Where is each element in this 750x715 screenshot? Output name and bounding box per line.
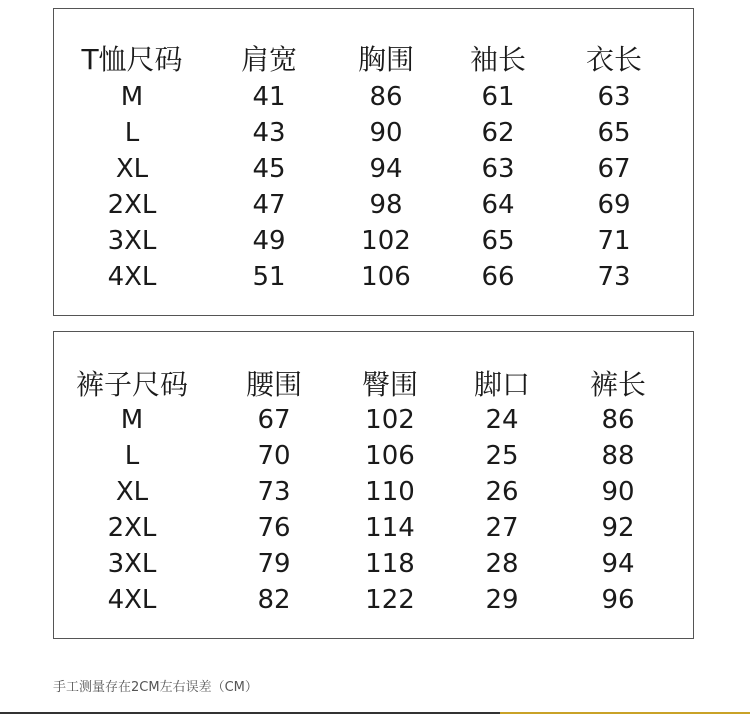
tshirt-size-table: [53, 8, 694, 316]
value-cell: 73: [597, 262, 631, 292]
value-cell: 51: [252, 262, 286, 292]
table-row: [54, 439, 693, 473]
value-cell: 49: [252, 226, 286, 256]
value-cell: 45: [252, 154, 286, 184]
tshirt-header-length: 衣长: [585, 43, 642, 76]
value-cell: 69: [597, 190, 631, 220]
value-cell: 47: [252, 190, 286, 220]
size-cell: M: [120, 82, 144, 112]
value-cell: 67: [597, 154, 631, 184]
pants-header-leg-opening: 脚口: [473, 368, 530, 401]
value-cell: 86: [369, 82, 403, 112]
value-cell: 41: [252, 82, 286, 112]
table-row: [54, 188, 693, 222]
value-cell: 73: [257, 477, 291, 507]
tshirt-header-sleeve: 袖长: [469, 43, 526, 76]
value-cell: 94: [369, 154, 403, 184]
pants-header-size: 裤子尺码: [75, 368, 188, 401]
size-cell: XL: [115, 477, 149, 507]
size-cell: L: [124, 441, 140, 471]
value-cell: 114: [365, 513, 415, 543]
tshirt-header-row: [54, 43, 693, 77]
value-cell: 122: [365, 585, 415, 615]
pants-size-table: [53, 331, 694, 639]
measurement-note: 手工测量存在2CM左右误差（CM）: [53, 680, 258, 695]
value-cell: 62: [481, 118, 515, 148]
tshirt-header-size: T恤尺码: [81, 43, 183, 76]
value-cell: 102: [365, 405, 415, 435]
value-cell: 90: [601, 477, 635, 507]
size-cell: 3XL: [107, 226, 157, 256]
value-cell: 28: [485, 549, 519, 579]
value-cell: 29: [485, 585, 519, 615]
value-cell: 106: [365, 441, 415, 471]
value-cell: 43: [252, 118, 286, 148]
value-cell: 66: [481, 262, 515, 292]
value-cell: 65: [597, 118, 631, 148]
value-cell: 110: [365, 477, 415, 507]
value-cell: 24: [485, 405, 519, 435]
value-cell: 92: [601, 513, 635, 543]
table-row: [54, 152, 693, 186]
value-cell: 90: [369, 118, 403, 148]
table-row: [54, 475, 693, 509]
value-cell: 98: [369, 190, 403, 220]
value-cell: 65: [481, 226, 515, 256]
value-cell: 102: [361, 226, 411, 256]
table-row: [54, 511, 693, 545]
value-cell: 79: [257, 549, 291, 579]
value-cell: 61: [481, 82, 515, 112]
tshirt-header-chest: 胸围: [357, 43, 414, 76]
value-cell: 63: [597, 82, 631, 112]
bottom-accent-bar: [500, 712, 750, 714]
value-cell: 67: [257, 405, 291, 435]
table-row: [54, 80, 693, 114]
value-cell: 71: [597, 226, 631, 256]
table-row: [54, 547, 693, 581]
value-cell: 76: [257, 513, 291, 543]
table-row: [54, 583, 693, 617]
size-cell: M: [120, 405, 144, 435]
tshirt-header-shoulder: 肩宽: [240, 43, 297, 76]
value-cell: 96: [601, 585, 635, 615]
size-cell: XL: [115, 154, 149, 184]
value-cell: 64: [481, 190, 515, 220]
value-cell: 82: [257, 585, 291, 615]
size-cell: 4XL: [107, 585, 157, 615]
table-row: [54, 116, 693, 150]
value-cell: 25: [485, 441, 519, 471]
value-cell: 86: [601, 405, 635, 435]
table-row: [54, 260, 693, 294]
size-cell: L: [124, 118, 140, 148]
value-cell: 70: [257, 441, 291, 471]
value-cell: 26: [485, 477, 519, 507]
pants-header-hip: 臀围: [361, 368, 418, 401]
value-cell: 106: [361, 262, 411, 292]
table-row: [54, 224, 693, 258]
value-cell: 63: [481, 154, 515, 184]
size-cell: 3XL: [107, 549, 157, 579]
pants-header-row: [54, 368, 693, 402]
pants-header-length: 裤长: [589, 368, 646, 401]
size-cell: 2XL: [107, 513, 157, 543]
value-cell: 27: [485, 513, 519, 543]
pants-header-waist: 腰围: [245, 368, 302, 401]
size-cell: 2XL: [107, 190, 157, 220]
size-cell: 4XL: [107, 262, 157, 292]
value-cell: 94: [601, 549, 635, 579]
table-row: [54, 403, 693, 437]
value-cell: 88: [601, 441, 635, 471]
value-cell: 118: [365, 549, 415, 579]
